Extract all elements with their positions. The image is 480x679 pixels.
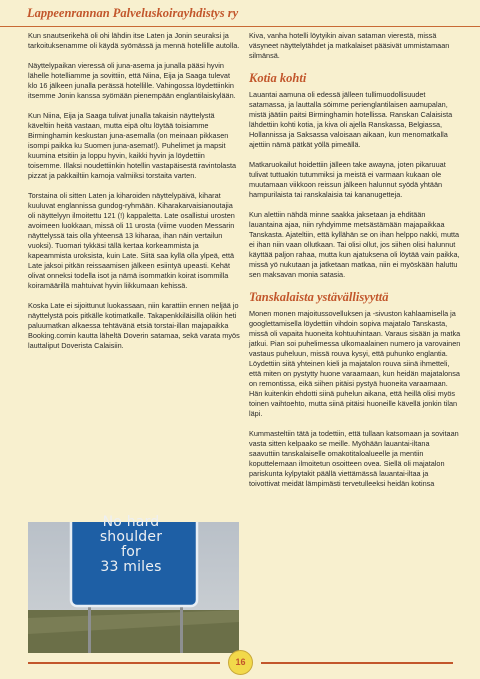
paragraph: Matkaruokailut hoidettiin jälleen take awayna, joten pikaruuat tulivat tuttuakin tutummiksi ja meistä ei varmaan kukaan ole muutamaan viikkoon reissun jälkeen halunnut syödä yhtään hampurilaista tai ranskalaisia tai kananugetteja. (249, 160, 446, 199)
paragraph: Torstaina oli sitten Laten ja kiharoiden näyttelypäivä, kiharat kuuluvat englannissa gundog-ryhmään. Kiharakarvaisianoutajia oli näyttelyyn ilmoitettu 121 (!) kappaletta. Late osallistui urosten avoimeen luokkaan, missä oli 11 urosta (viime vuoden Messarin näyttelyssä tais olla yhteensä 13 kiharaa, ihan näin vertailun vuoksi). Tuomari tykkäsi tällä kertaa korkeammista ja kapeammista uroksista, kuin Late. Siitä saa kyllä olla ylpeä, että Late jaksoi pitkän reissaamisen jälkeen esiintyä upeasti. Kehät olivat onneksi todella isot ja nämä isommatkin koirat isommilla koiramäärillä mahtuivat hyvin liikkumaan kehissä. (28, 191, 235, 290)
page-header (0, 0, 480, 27)
left-column (28, 31, 240, 361)
paragraph: Lauantai aamuna oli edessä jälleen tullimuodollisuudet satamassa, ja lauttalla söimme perienglantilaisen aamupalan, mistä jäätiin paitsi Birminghamin hotellissa. Ranskan Calaisista lähdettiin kohti kotia, ja kiva oli ajella Ranskassa, Belgiassa, Hollannissa ja Saksassa valoisaan aikaan, kun menomatkalla ajettiin nämä pätkät yöllä pimeällä. (249, 90, 453, 149)
page-number: 16 (235, 657, 246, 667)
sign-line: 33 miles (100, 559, 162, 575)
right-column (249, 31, 461, 499)
paragraph: Kun snautserikehä oli ohi lähdin itse Laten ja Jonin seuraksi ja tarkoituksenamme oli käydä syömässä ja mennä hotellille autolla. (28, 31, 240, 50)
paragraph: Kun Niina, Eija ja Saaga tulivat junalla takaisin näyttelystä käveltiin heitä vastaan, mutta eipä oltu löytää toisiamme Birminghamin keskustan juna-asemalla (on meinaan pikkasen isompi paikka ku Suomen juna-asemat!). Puhelimet ja mapsit kuumina etsitiin ja loppu hyvin, kaikki hyvin ja löydettiin toisemme. Illaksi noudettiinkin hotellin vastapäisestä ravintolasta pizzat ja pakkailtiin kamoja valmiiksi torstaita varten. (28, 111, 237, 180)
paragraph: Kun alettiin nähdä minne saakka jaksetaan ja ehditään lauantaina ajaa, niin ryhdyimme metsästämään majapaikkaa Tanskasta. Ajateltiin, että kyllähän se on ihan helppo nakki, mutta ei ihan niin vaan ollutkaan. Tai olisi ollut, jos siihen olisi halunnut käyttää paljon rahaa, mutta kun ajatuksena oli löytää vain paikka, missä yö nukutaan ja jatketaan matkaa, niin ei myöskään haluttu sen maksavan monia satasia. (249, 210, 460, 279)
section-heading: Kotia kohti (249, 71, 307, 85)
paragraph: Näyttelypaikan vieressä oli juna-asema ja junalla pääsi hyvin lähelle hotelliamme ja sovittiin, että Niina, Eija ja Saaga tulevat klo 16 jälkeen junalla perässä hotellille. Vahingossa löydettiinkin itsemme Jonin kanssa syömään pienempään englantilaiskylään. (28, 61, 236, 100)
sign-text (72, 515, 190, 575)
sign-line: shoulder (99, 529, 163, 545)
footer-rule-right (261, 662, 453, 664)
sign-post-left (88, 602, 91, 653)
paragraph: Kummasteltiin tätä ja todettiin, että tullaan katsomaan ja sovitaan vasta sitten kelpaako se meille. Myöhään lauantai-iltana saavuttiin tanskalaiselle omakotitaloalueelle ja mentiin koputtelemaan ilmoitetun osoitteen ovea. Siellä oli majatalon pariskunta kylpytakit päällä viettämässä lauantai-iltaa ja toivottivat meidät lämpimästi tervetulleeksi heidän kotinsa (249, 429, 459, 488)
footer-rule-left (28, 662, 220, 664)
paragraph: Koska Late ei sijoittunut luokassaan, niin karattiin ennen neljää jo näyttelystä pois pitkälle kotimatkalle. Takapenkkiläisillä olikin heti paluumatkan alkaessa tehtävänä etsiä torstai-illan majapaikka Booking.comin kautta läheltä Doverin satamaa, sekä varata myös lauttaliput Doverista Calaisiin. (28, 301, 240, 350)
sign-line: No hard (102, 514, 160, 530)
paragraph: Monen monen majoitussovelluksen ja -sivuston kahlaamisella ja googlettamisella löydettiin vihdoin sopiva majatalo Tanskasta, missä oli vapaita huoneita kohtuuhintaan. Varaus sisään ja matka jatkui. Pian soi puhelimessa ulkomaalainen numero ja varovainen vastaus puheluun, missä rouva kysyi, että puhunko englantia. Löydettiin siitä yhteinen kieli ja majatalon rouva siinä ihmetteli, että miten on pystytty huone varaamaan, kun heidän majatalonsa on remontissa, eikä siihen pitäisi pystyä huoneita varaamaan. Hän kuitenkin ehdotti siinä puhelun aikana, että heillä olisi myös toinen vaihtoehto, mutta siinä pitäisi huoneille kävellä jonkin tilan läpi. (249, 309, 461, 418)
section-heading: Tanskalaista ystävällisyyttä (249, 290, 389, 304)
sign-line: for (121, 544, 141, 560)
paragraph: Kiva, vanha hotelli löytyikin aivan sataman vierestä, missä väsyneet näyttelytähdet ja matkalaiset pääsivät ummistamaan silmänsä. (249, 31, 450, 60)
sign-post-right (180, 602, 183, 653)
page-number-badge (228, 650, 253, 675)
publication-title: Lappeenrannan Palveluskoirayhdistys ry (27, 6, 239, 20)
